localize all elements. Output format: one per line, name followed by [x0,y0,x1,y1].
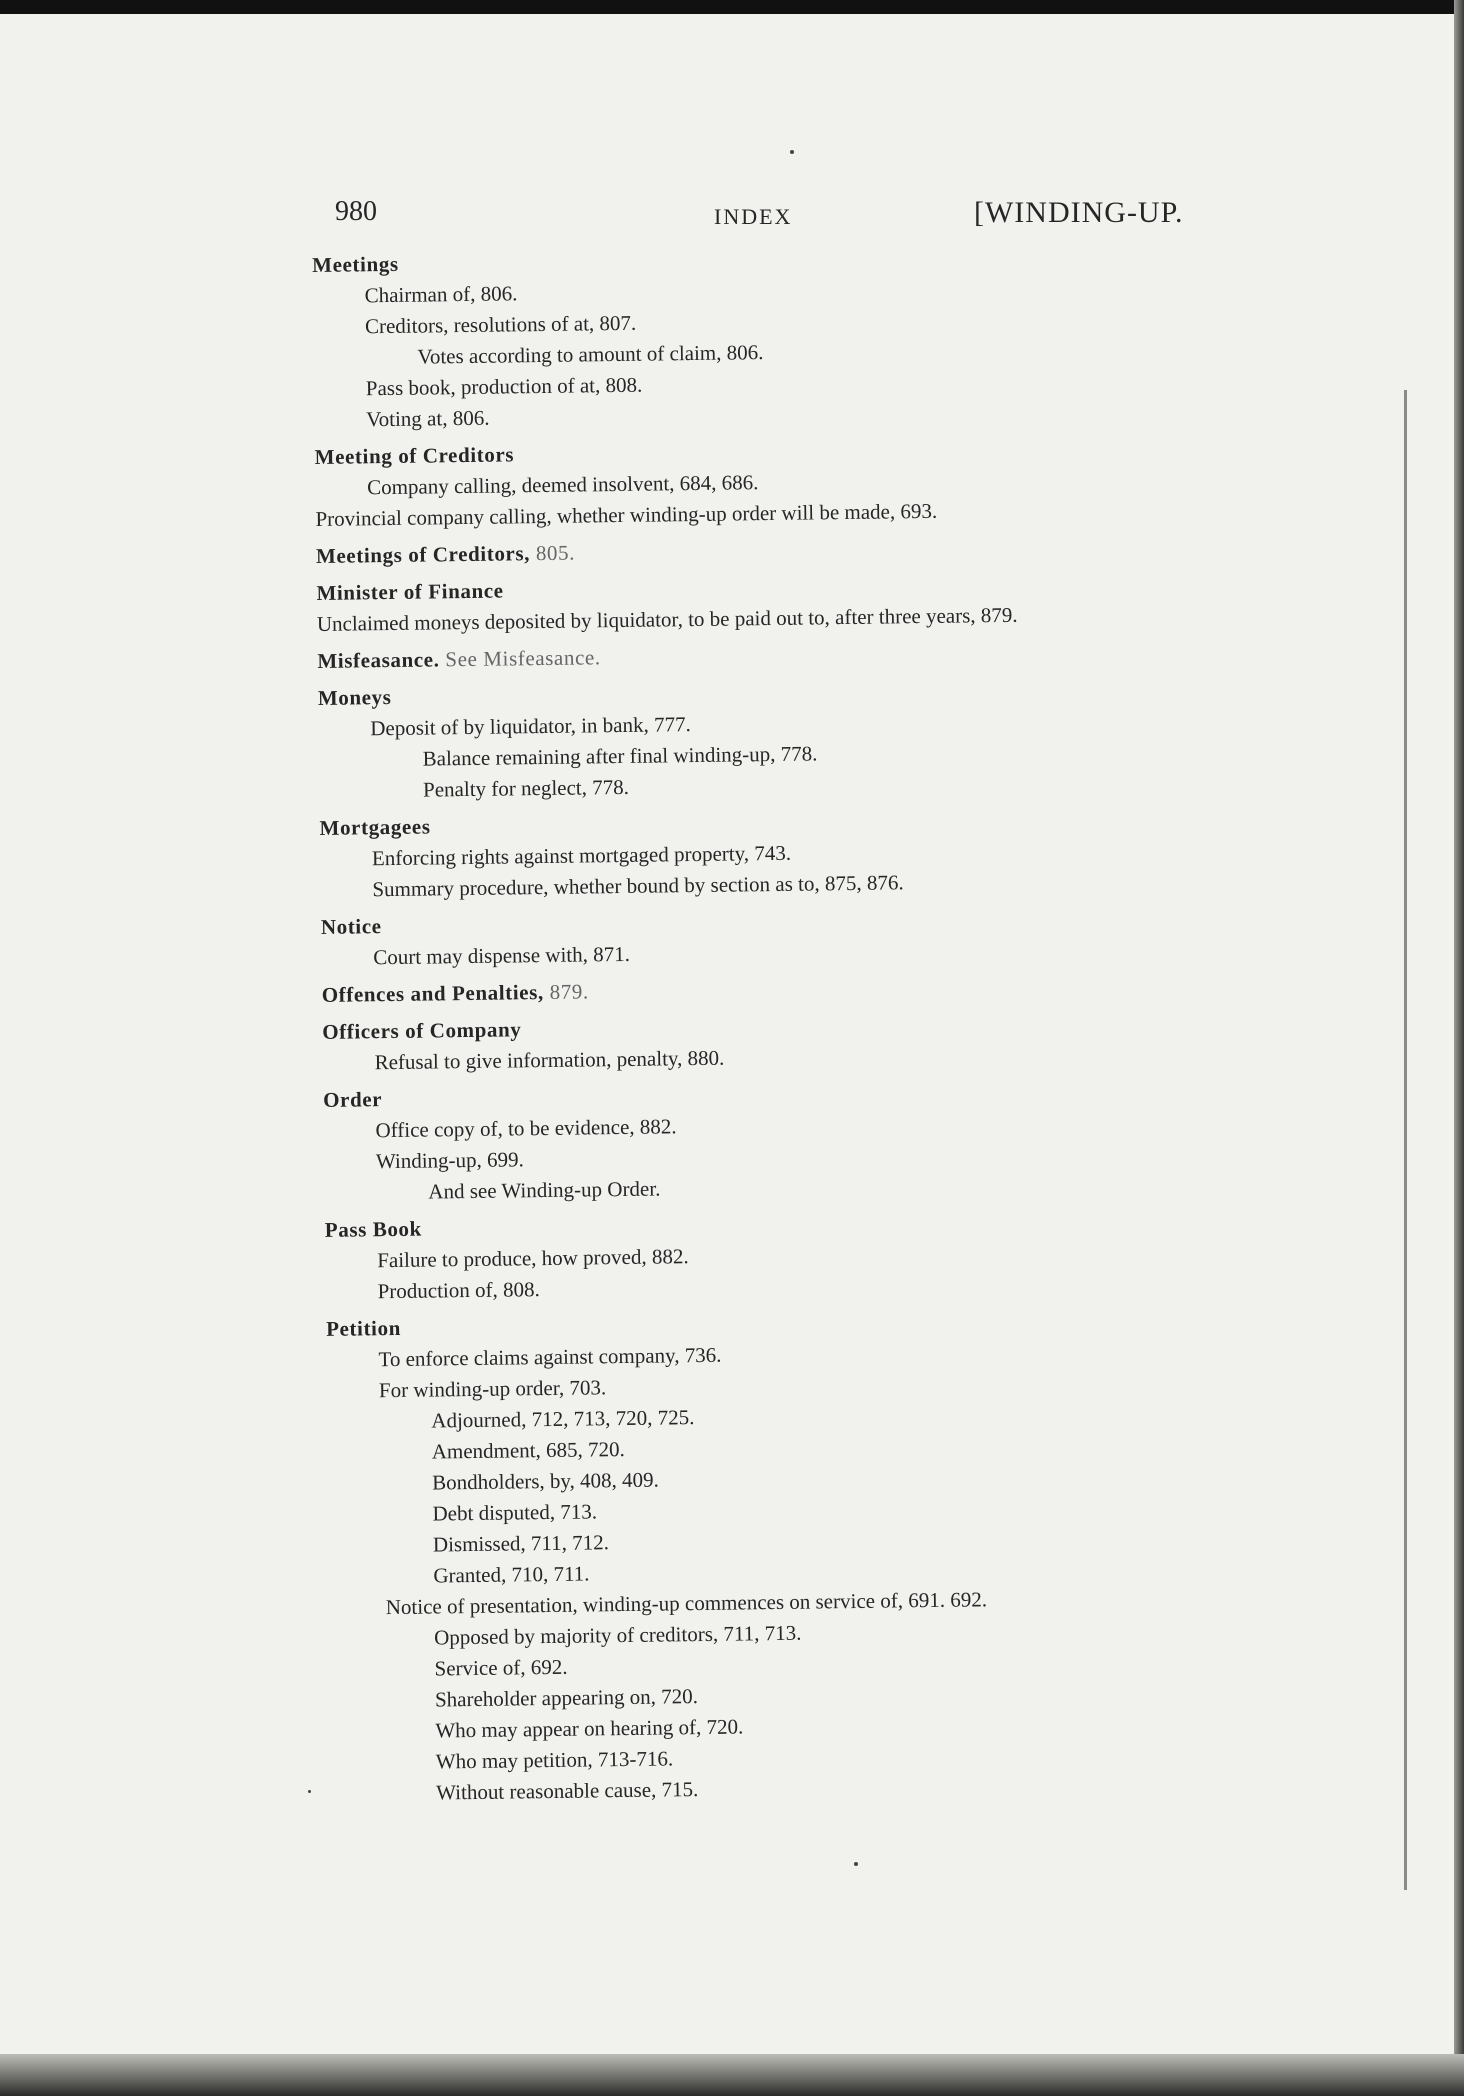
entry-subline: To enforce claims against company, 736. [378,1342,722,1372]
entry-subline: Company calling, deemed insolvent, 684, 686. [366,470,759,500]
entry-subline: Production of, 808. [377,1277,540,1304]
entry-reference: See Misfeasance. [445,645,601,672]
index-entry [319,801,1200,906]
entry-subline: Balance remaining after final winding-up, 778. [422,741,818,771]
index-entry [322,1005,1203,1079]
entry-subline: Creditors, resolutions of at, 807. [364,310,637,339]
entry-heading: Misfeasance. [317,647,440,673]
scan-right-edge [1454,0,1464,2096]
index-entry [312,238,1194,436]
entry-subline: Debt disputed, 713. [432,1499,598,1526]
entry-subline: Enforcing rights against mortgaged property, 743. [371,840,792,871]
entry-subline: Who may petition, 713-716. [435,1746,674,1774]
speck [790,150,794,154]
entry-heading: Mortgagees [319,814,431,840]
entry-subline: Opposed by majority of creditors, 711, 713. [434,1620,802,1650]
entry-heading: Notice [320,914,382,939]
entry-subline: Service of, 692. [434,1654,568,1681]
page-number: 980 [335,196,377,227]
entry-subline: Granted, 710, 711. [433,1561,590,1588]
entry-heading: Minister of Finance [316,578,504,605]
index-list [312,238,1212,1815]
entry-heading: Order [322,1087,383,1112]
index-entry [315,430,1196,535]
entry-subline: Who may appear on hearing of, 720. [435,1714,744,1743]
entry-subline: Bondholders, by, 408, 409. [431,1467,660,1495]
entry-subline: Chairman of, 806. [364,281,518,308]
index-entry [316,566,1197,640]
entry-subline: Refusal to give information, penalty, 880. [374,1045,725,1075]
index-entry [317,634,1197,677]
entry-subline: Amendment, 685, 720. [431,1437,625,1464]
entry-subline: Notice of presentation, winding-up commences on service of, 691. 692. [385,1587,988,1620]
entry-subline: Without reasonable cause, 715. [436,1777,699,1805]
scan-top-edge [0,0,1464,14]
entry-heading: Meetings of Creditors, [315,541,531,568]
index-entry [318,671,1200,807]
entry-subline: Unclaimed moneys deposited by liquidator, to be paid out to, after three years, 879. [316,602,1018,636]
entry-subline: Votes according to amount of claim, 806. [417,340,764,369]
entry-subline: Voting at, 806. [366,405,490,432]
index-entry [321,900,1202,974]
entry-heading: Officers of Company [322,1017,522,1044]
entry-subline: Dismissed, 711, 712. [432,1530,610,1557]
entry-subline: For winding-up order, 703. [378,1375,607,1403]
entry-heading: Pass Book [324,1216,422,1242]
speck [854,1862,858,1866]
index-entry [323,1073,1205,1209]
entry-subline: Shareholder appearing on, 720. [434,1684,699,1712]
scan-bottom-edge [0,2054,1464,2096]
entry-heading: Meetings [312,251,399,277]
entry-subline: And see Winding-up Order. [428,1176,661,1204]
entry-subline: Summary procedure, whether bound by section as to, 875, 876. [372,870,904,902]
running-header [0,196,1454,246]
entry-subline: Adjourned, 712, 713, 720, 725. [431,1405,695,1433]
index-entry [322,968,1202,1011]
entry-subline: Pass book, production of at, 808. [365,372,643,401]
entry-heading: Petition [325,1315,402,1341]
header-title: INDEX [714,204,793,229]
entry-subline: Provincial company calling, whether winding-up order will be made, 693. [315,498,938,531]
index-entry [325,1203,1206,1308]
entry-subline: Penalty for neglect, 778. [422,774,630,802]
index-entry [316,529,1196,572]
index-entry [326,1302,1212,1809]
entry-reference: 879. [549,979,589,1004]
header-section: [WINDING-UP. [974,196,1184,229]
page-binding-line [1404,390,1407,1890]
entry-heading: Offences and Penalties, [321,980,544,1007]
entry-subline: Failure to produce, how proved, 882. [377,1244,689,1273]
entry-subline: Office copy of, to be evidence, 882. [375,1114,677,1143]
entry-heading: Moneys [317,684,392,710]
entry-subline: Deposit of by liquidator, in bank, 777. [370,712,691,741]
entry-heading: Meeting of Creditors [314,442,515,469]
speck [308,1790,311,1793]
entry-subline: Court may dispense with, 871. [373,941,631,970]
entry-subline: Winding-up, 699. [375,1147,524,1174]
entry-reference: 805. [535,540,576,566]
